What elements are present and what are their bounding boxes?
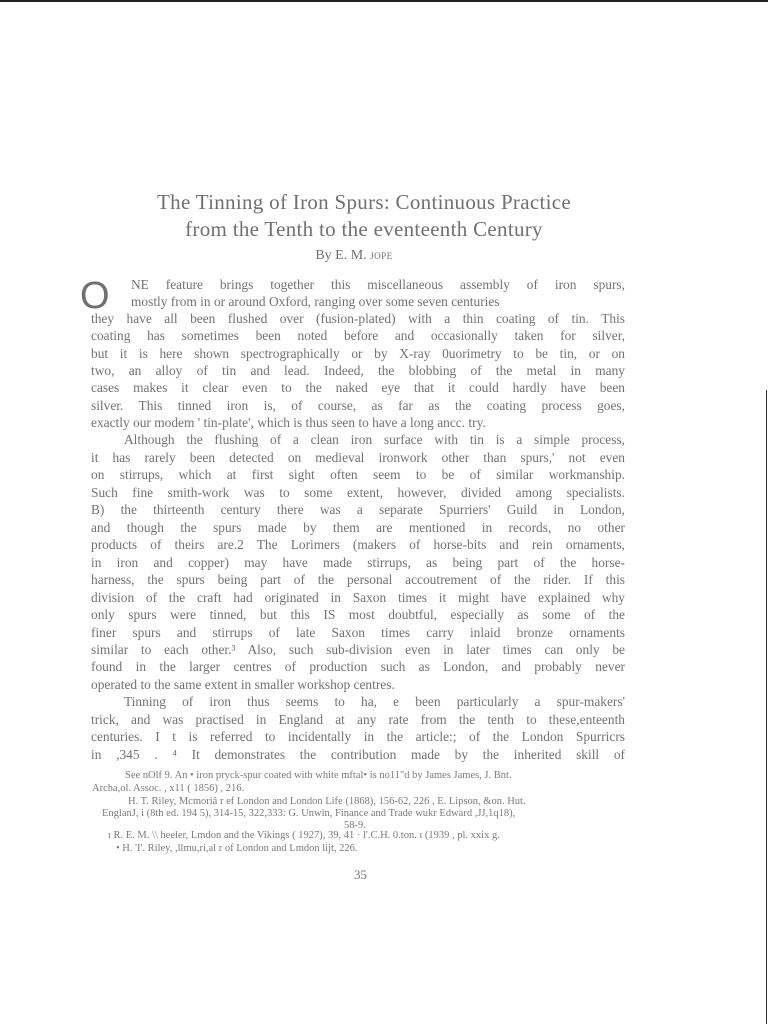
footnote-line: H. T. Riley, Mcmoriâ r ef London and London Life (1868), 156-62, 226 , E. Lipson, &on. Hut.	[128, 796, 526, 807]
article-title-line-2: from the Tenth to the eventeenth Century	[185, 217, 543, 241]
footnote-line: Archa,ol. Assoc. , x11 ( 1856) , 216.	[92, 783, 245, 794]
body-line: silver. This tinned iron is, of course, as far as the coating process goes,	[91, 398, 625, 413]
body-line: finer spurs and stirrups of late Saxon times carry inlaid bronze ornaments	[91, 625, 625, 640]
byline	[0, 248, 708, 264]
top-rule	[0, 0, 768, 2]
byline-prefix: By E. M.	[315, 248, 367, 263]
byline-author: JOPE	[370, 251, 393, 261]
body-line: in ,345 . ⁴ It demonstrates the contribution made by the inherited skill of	[91, 747, 625, 762]
body-line: only spurs were tinned, but this IS most doubtful, especially as some of the	[91, 607, 625, 622]
body-line: mostly from in or around Oxford, ranging over some seven centuries	[131, 294, 500, 309]
article-title-line-1: The Tinning of Iron Spurs: Continuous Practice	[157, 190, 571, 214]
drop-cap: O	[80, 275, 110, 317]
body-line: Such fine smith-work was to some extent, however, divided among specialists.	[91, 485, 625, 500]
body-line: NE feature brings together this miscellaneous assembly of iron spurs,	[131, 277, 625, 292]
footnote-line: See nOlf 9. An • iron pryck-spur coated with white mftal• is no11"d by James James, J. Bnt.	[125, 770, 512, 781]
body-line: harness, the spurs being part of the personal accoutrement of the rider. If this	[91, 572, 625, 587]
body-line: but it is here shown spectrographically or by X-ray 0uorimetry to be tin, or on	[91, 346, 625, 361]
body-line: it has rarely been detected on medieval ironwork other than spurs,' not even	[91, 450, 625, 465]
body-line: products of theirs are.2 The Lorimers (makers of horse-bits and rein ornaments,	[91, 537, 625, 552]
body-line: division of the craft had originated in Saxon times it might have explained why	[91, 590, 625, 605]
footnote-line: ι R. E. M. \\ heeler, Lmdon and the Vikings ( 1927), 39, 41 · l'.C.H. 0.ton. ι (1939 , pl. xxix g.	[108, 830, 500, 841]
body-line: exactly our modem ' tin-plate', which is thus seen to have a long ancc. try.	[91, 415, 486, 430]
body-line: in iron and copper) may have made stirrups, as being part of the horse-	[91, 555, 625, 570]
body-line: Although the flushing of a clean iron surface with tin is a simple process,	[124, 432, 625, 447]
body-line: centuries. I t is referred to incidentally in the article:; of the London Spurricrs	[91, 729, 625, 744]
body-line: Tinning of iron thus seems to ha, e been particularly a spur-makers'	[124, 694, 625, 709]
body-line: on stirrups, which at first sight often seem to be of similar workmanship.	[91, 467, 625, 482]
body-line: coating has sometimes been noted before and occasionally taken for silver,	[91, 328, 625, 343]
body-line: they have all been flushed over (fusion-plated) with a thin coating of tin. This	[91, 311, 625, 326]
body-line: B) the thirteenth century there was a separate Spurriers' Guild in London,	[91, 502, 625, 517]
body-line: cases makes it clear even to the naked eye that it could hardly have been	[91, 380, 625, 395]
footnote-line: • H. 'I'. Riley, ,llmu,ri,al r of London and Lmdon lijt, 226.	[116, 843, 358, 854]
body-line: operated to the same extent in smaller workshop centres.	[91, 677, 395, 692]
body-line: two, an alloy of tin and lead. Indeed, the blobbing of the metal in many	[91, 363, 625, 378]
body-line: found in the larger centres of production such as London, and probably never	[91, 659, 625, 674]
body-line: trick, and was practised in England at any rate from the tenth to these,enteenth	[91, 712, 625, 727]
page-number: 35	[354, 867, 367, 882]
body-line: similar to each other.³ Also, such sub-division even in later times can only be	[91, 642, 625, 657]
footnote-line: 58-9.	[344, 820, 366, 831]
body-line: and though the spurs made by them are mentioned in records, no other	[91, 520, 625, 535]
footnote-line: EnglanJ, i (8th ed. 194 5), 314-15, 322,333: G. Unwin, Finance and Trade wukr Edward ,JJ,1q18),	[102, 808, 516, 819]
margin-rule	[766, 390, 767, 1024]
